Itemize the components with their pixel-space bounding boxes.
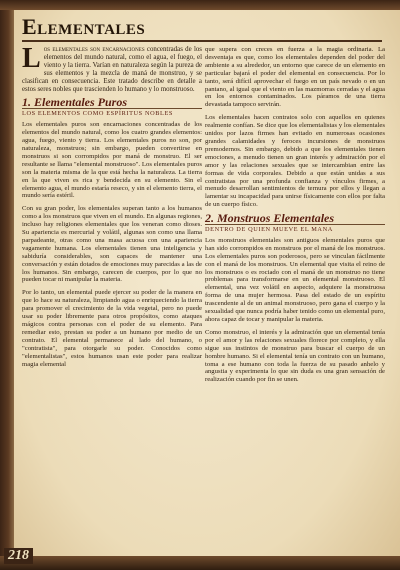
intro-text: concentradas de los elementos del mundo natural, como el agua, el fuego, el viento y la tierra. Varían en naturaleza según la pureza de sus elementos y la mezcla de maná de monstruo, y se clasifican en consecuencia. Este tratado describe en detalle a estos seres nobles que trascienden lo humano y lo monstruoso.: [22, 46, 202, 93]
section-subheading-2: DENTRO DE QUIEN MUEVE EL MANA: [205, 226, 333, 234]
section2-paragraph-2: Como monstruo, el interés y la admiración que un elemental tenía por el amor y las relaciones sexuales florece por completo, y ella sigue sus instintos de monstruo para buscar el cuerpo de un hombre humano. Si el elemental tenía un contrato con un humano, toma a ese humano con toda la fuerza de su pasado anhelo y angustia y experimenta lo que sin duda es una gran sensación de realización cuando por fin se unen.: [205, 328, 385, 384]
section1-paragraph-5: Los elementales hacen contratos solo con aquellos en quienes realmente confían. Se dice que los elementalistas y los elementales unidos por lazos firmes han evitado en numerosas ocasiones grandes calamidades y feroces incursiones de monstruos premodernos. Sin embargo, debido a que los elementales tienen emociones, a menudo tienen un gran interés y admiración por el amor y las relaciones sexuales que se intercambian entre las formas de vida corporales. Debido a que están unidas a sus contratistas por una profunda confianza y vínculos firmes, a menudo desarrollan sentimientos de ternura por ellos y llegan a lamentar su incapacidad para unirse físicamente con ellos por falta de un cuerpo físico.: [205, 114, 385, 209]
section1-paragraph-4: que supera con creces en fuerza a la magia ordinaria. La desventaja es que, como los elementales dependen del poder del ambiente a su alrededor, un entorno que carece de un elemento en particular bajará el poder del elemental en consecuencia. Por lo tanto, será difícil aprovechar el fuego en un país nevado o en un pantano, al igual que el viento en las mazmorras cerradas y el agua en los entornos contaminados. Los páramos de una tierra devastada tampoco servirán.: [205, 46, 385, 109]
section1-paragraph-2: Con su gran poder, los elementales superan tanto a los humanos como a los monstruos que viven en el mundo. En algunas regiones, incluso hay religiones elementales que los veneran como dioses. Su apariencia es mercurial y volátil, algunas son como una llama parpadeante, otras como una masa acuosa con una apariencia vagamente humana. Los elementales tienen una inteligencia y sabiduría considerables, son capaces de mantener una conversación y están dotados de emociones muy parecidas a las de los humanos. Sin embargo, carecen de cuerpos, por lo que no pueden tocar ni manipular la materia.: [22, 205, 202, 284]
intro-paragraph: [22, 43, 202, 93]
intro-smallcaps: os elementales son encarnaciones: [43, 46, 145, 53]
right-column: [205, 46, 385, 389]
left-column: [22, 43, 202, 373]
section-heading-2: 2. Monstruos Elementales: [205, 215, 385, 225]
title-divider: [22, 40, 382, 42]
section-subheading-1: LOS ELEMENTOS COMO ESPÍRITUS NOBLES: [22, 110, 174, 118]
section-heading-1: 1. Elementales Puros: [22, 99, 202, 109]
drop-cap: L: [22, 43, 41, 74]
section2-paragraph-1: Los monstruos elementales son antiguos elementales puros que han sido corrompidos en monstruos por el maná de los monstruos. Los elementales puros son poderosos, pero se vinculan fácilmente con el maná de los monstruos. Un elemental que visita el reino de los monstruos o es rociado con el maná de un monstruo no tiene problemas para transformarse en un elemental monstruoso. El elemental, una vez volátil en aspecto, adquiere la monstruosa forma de una mujer hermosa. Pasa del estado de un espíritu trascendente al de un animal monstruoso, pero gana el cuerpo y la sexualidad que nunca podría haber tenido como un elemental puro, ahora capaz de tocar y manipular la materia.: [205, 236, 385, 323]
page-border-left: [0, 0, 14, 570]
page-border-bottom: [0, 556, 400, 570]
page-border-top: [0, 0, 400, 10]
page-title: Elementales: [22, 14, 146, 39]
page-number: 218: [4, 548, 33, 564]
section1-paragraph-1: Los elementales puros son encarnaciones concentradas de los elementos del mundo natural, como los cuatro grandes elementos: agua, fuego, viento y tierra. Los elementales puros no son, por naturaleza, monstruos; sin embargo, pueden convertirse en monstruos si son corrompidos por maná de monstruo. El ser resultante se llama "elemental monstruoso". Los elementales puros son la materia misma de la que está hecha la naturaleza. La tierra en la que viven es rica y bendecida en su elemento. Sin el elemento agua, el mundo estaría reseco, y sin el elemento tierra, el mundo sería estéril.: [22, 121, 202, 200]
section1-paragraph-3: Por lo tanto, un elemental puede ejercer su poder de la manera en que lo hace su naturaleza, limpiando agua o enriqueciendo la tierra para promover el crecimiento de la vida vegetal, pero no puede usar su poder libremente para otros propósitos, como ataques mágicos contra personas con el poder de su elemento. Para remediar esto, prestan su poder a un humano por medio de un contrato. El elemental permanece al lado del humano, o "contratista", para otorgarle su poder. Conocidos como "elementalistas", estos humanos usan este poder para realizar magia elemental: [22, 289, 202, 368]
